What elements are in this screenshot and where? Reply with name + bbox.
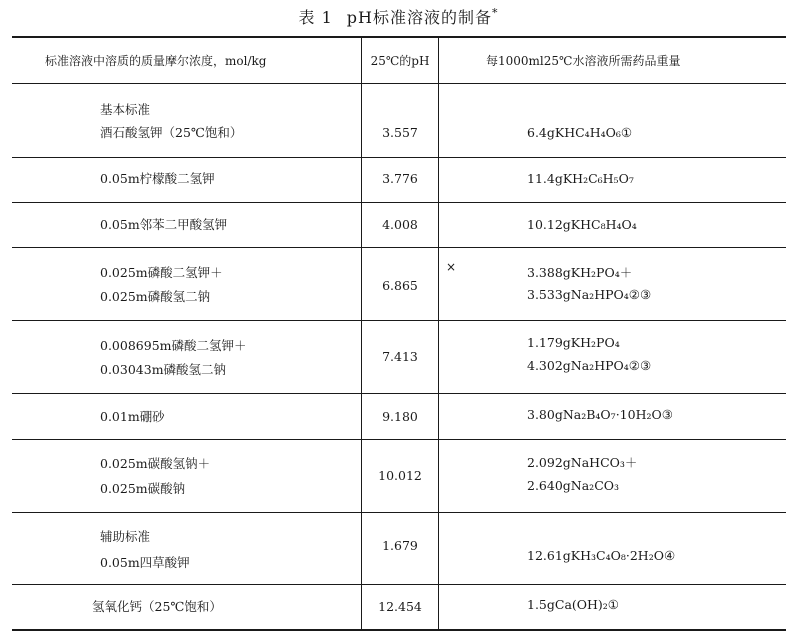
row-amount-line1: 1.179gKH₂PO₄ [527,335,620,350]
row-divider [12,247,786,248]
row-ph: 10.012 [378,468,422,483]
header-reagent-weight: 每1000ml25℃水溶液所需药品重量 [486,54,681,68]
row-ph: 1.679 [382,538,418,553]
row-amount-line1: 6.4gKHC₄H₄O₆① [527,125,633,140]
row-solute-line2: 酒石酸氢钾（25℃饱和） [100,125,243,140]
row-solute-line2: 0.03043m磷酸氢二钠 [100,362,227,377]
row-solute-line1: 0.01m硼砂 [100,409,165,424]
header-concentration: 标准溶液中溶质的质量摩尔浓度，mol/kg [45,54,267,68]
row-amount-line1: 3.80gNa₂B₄O₇·10H₂O③ [527,407,673,422]
table-title-text: pH标准溶液的制备 [346,8,492,27]
row-divider [12,320,786,321]
row-ph: 3.776 [382,171,418,186]
row-amount-line1: 10.12gKHC₈H₄O₄ [527,217,637,232]
row-ph: 4.008 [382,217,418,232]
page-title [0,5,797,28]
header-ph: 25℃的pH [370,54,430,68]
row-ph: 9.180 [382,409,418,424]
row-ph: 3.557 [382,125,418,140]
row-amount-line2: 2.640gNa₂CO₃ [527,478,620,493]
row-solute-line1: 0.025m碳酸氢钠＋ [100,456,211,471]
title-footnote-mark: * [491,6,499,20]
stray-cross-mark: × [446,260,457,274]
row-solute-line1: 0.025m磷酸二氢钾＋ [100,265,223,280]
table-top-rule [12,36,786,38]
header-bottom-rule [12,83,786,84]
row-divider [12,157,786,158]
row-solute-line1: 基本标准 [100,102,151,117]
row-solute-line1: 0.008695m磷酸二氢钾＋ [100,338,247,353]
row-amount-line2: 12.61gKH₃C₄O₈·2H₂O④ [527,548,676,563]
row-solute-line2: 0.05m四草酸钾 [100,555,190,570]
row-solute-line2: 0.025m碳酸钠 [100,481,186,496]
row-divider [12,512,786,513]
row-amount-line2: 4.302gNa₂HPO₄②③ [527,358,652,373]
row-solute-line2: 0.025m磷酸氢二钠 [100,289,211,304]
row-amount-line2: 3.533gNa₂HPO₄②③ [527,287,652,302]
row-ph: 12.454 [378,599,422,614]
row-solute-line1: 0.05m柠檬酸二氢钾 [100,171,215,186]
row-divider [12,584,786,585]
row-solute-line1: 氢氧化钙（25℃饱和） [92,599,222,614]
table-number: 表 1 [298,8,333,27]
row-amount-line1: 2.092gNaHCO₃＋ [527,455,638,470]
table-bottom-rule [12,629,786,631]
row-divider [12,202,786,203]
row-ph: 6.865 [382,278,418,293]
row-amount-line1: 3.388gKH₂PO₄＋ [527,265,633,280]
row-solute-line1: 辅助标准 [100,529,151,544]
column-divider [361,37,362,630]
row-amount-line1: 1.5gCa(OH)₂① [527,597,620,612]
row-divider [12,393,786,394]
row-amount-line1: 11.4gKH₂C₆H₅O₇ [527,171,634,186]
column-divider [438,37,439,630]
row-ph: 7.413 [382,349,418,364]
row-solute-line1: 0.05m邻苯二甲酸氢钾 [100,217,228,232]
row-divider [12,439,786,440]
